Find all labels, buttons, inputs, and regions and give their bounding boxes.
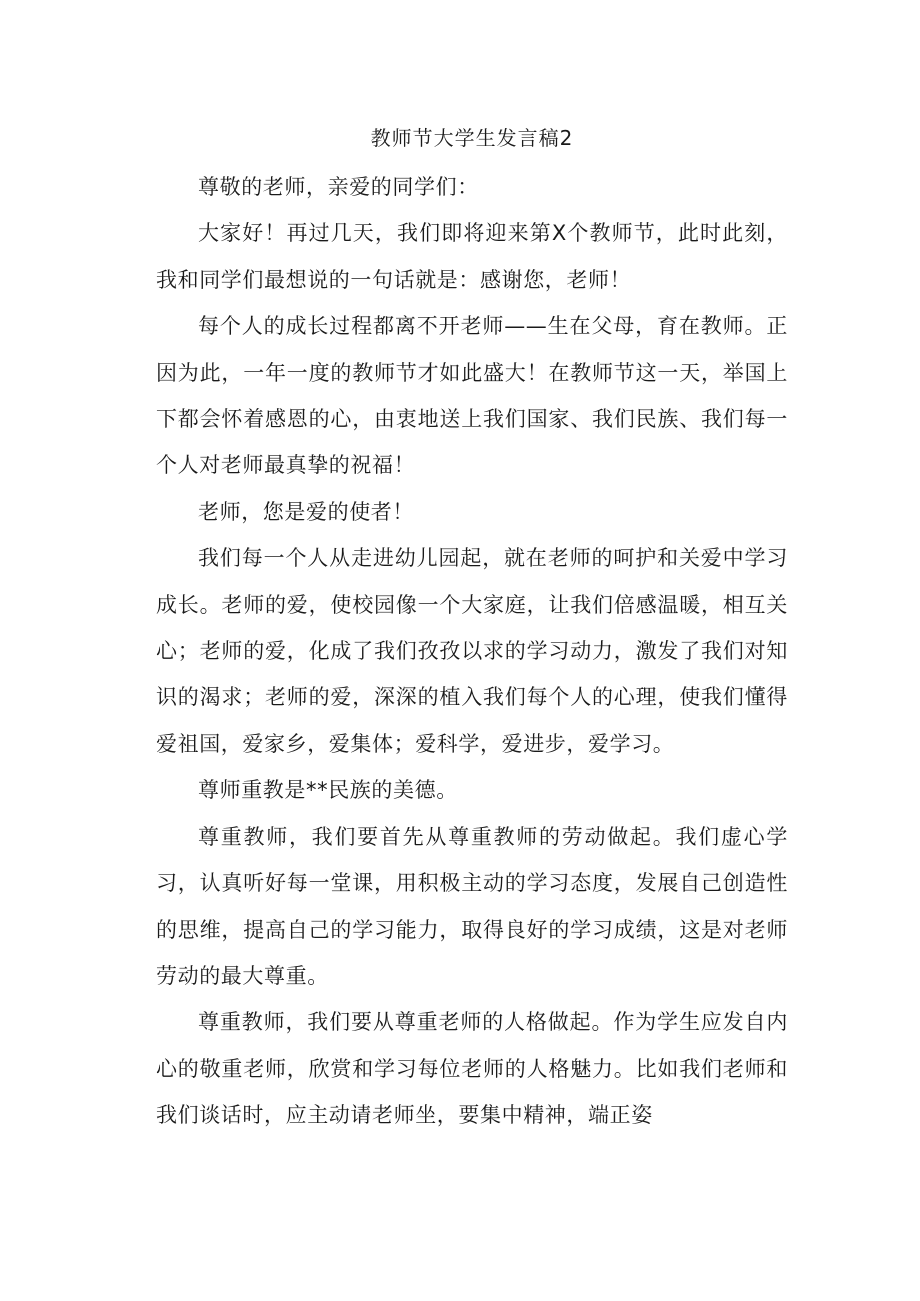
document-title: 教师节大学生发言稿2 (370, 126, 574, 150)
paragraph-respect-character: 尊重教师，我们要从尊重老师的人格做起。作为学生应发自内心的敬重老师，欣赏和学习每位老师的人格魅力。比如我们老师和我们谈话时，应主动请老师坐，要集中精神，端正姿 (156, 1010, 788, 1128)
paragraph-respect-work: 尊重教师，我们要首先从尊重教师的劳动做起。我们虚心学习，认真听好每一堂课，用积极主动的学习态度，发展自己创造性的思维，提高自己的学习能力，取得良好的学习成绩，这是对老师劳动的最大尊重。 (156, 824, 788, 988)
paragraph-teachers-love: 我们每一个人从走进幼儿园起，就在老师的呵护和关爱中学习成长。老师的爱，使校园像一个大家庭，让我们倍感温暖，相互关心；老师的爱，化成了我们孜孜以求的学习动力，激发了我们对知识的渴求；老师的爱，深深的植入我们每个人的心理，使我们懂得爱祖国，爱家乡，爱集体；爱科学，爱进步，爱学习。 (156, 546, 788, 756)
paragraph-messenger-of-love: 老师，您是爱的使者！ (198, 499, 414, 524)
document-body (156, 118, 788, 1139)
paragraph-greeting: 大家好！再过几天，我们即将迎来第X个教师节，此时此刻，我和同学们最想说的一句话就是：感谢您，老师！ (156, 221, 788, 292)
paragraph-salutation: 尊敬的老师，亲爱的同学们： (198, 175, 479, 199)
paragraph-virtue: 尊师重教是**民族的美德。 (198, 778, 458, 803)
paragraph-growth: 每个人的成长过程都离不开老师——生在父母，育在教师。正因为此，一年一度的教师节才如此盛大！在教师节这一天，举国上下都会怀着感恩的心，由衷地送上我们国家、我们民族、我们每一个人对老师最真挚的祝福！ (156, 314, 788, 478)
